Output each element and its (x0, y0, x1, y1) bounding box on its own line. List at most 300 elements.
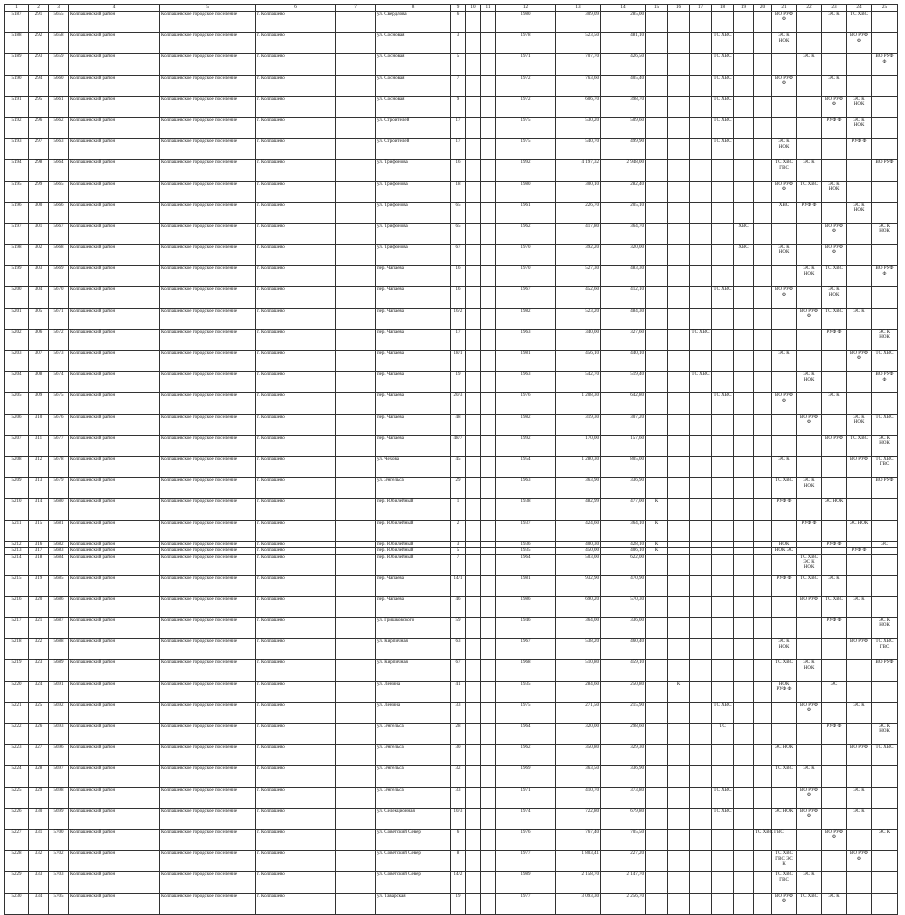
table-cell: 20/3 (451, 393, 466, 414)
table-cell: ВО РУФ (872, 478, 898, 499)
table-cell: 527,30 (556, 266, 601, 287)
table-cell (668, 414, 690, 435)
table-cell: ул. Свердлова (376, 12, 451, 33)
table-cell (690, 618, 712, 639)
table-cell: ул. Сосновая (376, 54, 451, 75)
table-cell: 18/1 (451, 351, 466, 372)
table-cell (668, 575, 690, 596)
table-cell: 5192 (5, 117, 29, 138)
table-cell: 470,90 (601, 575, 646, 596)
table-cell: Колпашевское городское поселение (160, 414, 256, 435)
table-cell: 5207 (5, 435, 29, 456)
table-cell: ЭС К (822, 893, 847, 914)
table-cell: ХВС (734, 223, 754, 244)
table-cell (872, 393, 898, 414)
column-header: 23 (822, 5, 847, 12)
table-cell: ТС ХВС (847, 435, 872, 456)
table-cell (797, 724, 822, 745)
table-cell: 327,60 (601, 329, 646, 350)
table-cell (797, 117, 822, 138)
table-cell (872, 12, 898, 33)
table-cell: 5662 (49, 117, 69, 138)
table-cell: ул. Энгельса (376, 745, 451, 766)
table-cell: 5700 (49, 829, 69, 850)
table-cell (668, 329, 690, 350)
table-cell: 364,00 (556, 618, 601, 639)
table-cell (734, 54, 754, 75)
table-cell (466, 308, 481, 329)
housing-registry-table (4, 4, 898, 915)
table-body (5, 12, 898, 915)
table-cell (772, 554, 797, 575)
table-cell (481, 499, 496, 520)
table-cell (822, 372, 847, 393)
table-cell: г. Колпашево (256, 787, 336, 808)
table-cell: ул. Трифонова (376, 181, 451, 202)
table-row (5, 96, 898, 117)
table-cell: 5187 (5, 12, 29, 33)
table-cell (872, 202, 898, 223)
table-cell (336, 787, 376, 808)
table-cell (690, 893, 712, 914)
table-cell: 805,00 (601, 456, 646, 477)
table-cell: 570,30 (601, 596, 646, 617)
table-cell (668, 372, 690, 393)
table-cell (847, 54, 872, 75)
table-cell (712, 766, 734, 787)
table-cell (336, 702, 376, 723)
table-cell: пер. Чапаева (376, 287, 451, 308)
table-cell: Колпашевский район (69, 435, 160, 456)
table-cell (466, 245, 481, 266)
table-cell (481, 660, 496, 681)
table-cell: г. Колпашево (256, 456, 336, 477)
table-cell (754, 618, 772, 639)
table-cell (336, 308, 376, 329)
table-cell: пер. Чапаева (376, 266, 451, 287)
table-cell (822, 639, 847, 660)
table-cell: 3 (451, 33, 466, 54)
table-cell: ТС ХВС (712, 139, 734, 160)
table-cell (772, 372, 797, 393)
table-cell: 307 (29, 351, 49, 372)
table-cell (646, 139, 668, 160)
table-cell (772, 702, 797, 723)
table-cell: 1971 (496, 787, 556, 808)
table-cell (668, 393, 690, 414)
table-cell (668, 287, 690, 308)
table-cell (797, 618, 822, 639)
table-cell: 329 (29, 787, 49, 808)
table-cell: пер. Юбилейный (376, 541, 451, 547)
table-cell (481, 520, 496, 541)
table-row (5, 329, 898, 350)
table-cell: 5678 (49, 456, 69, 477)
table-cell: 48 (451, 414, 466, 435)
table-cell (336, 202, 376, 223)
table-cell: ВО РУФ Ф (772, 393, 797, 414)
table-cell: Колпашевский район (69, 872, 160, 893)
table-cell (822, 702, 847, 723)
column-number-header (5, 5, 898, 12)
table-cell: ЭС К (822, 75, 847, 96)
table-cell (646, 575, 668, 596)
table-cell (754, 766, 772, 787)
table-cell (481, 12, 496, 33)
table-cell (712, 223, 734, 244)
table-cell: 5229 (5, 872, 29, 893)
table-cell: пер. Чапаева (376, 435, 451, 456)
table-cell (336, 75, 376, 96)
column-header: 20 (754, 5, 772, 12)
table-cell (772, 96, 797, 117)
table-cell: 1986 (496, 596, 556, 617)
table-cell: 5677 (49, 435, 69, 456)
table-cell (668, 478, 690, 499)
table-cell (712, 12, 734, 33)
table-cell: ЭС К (822, 575, 847, 596)
table-cell: 1980 (496, 181, 556, 202)
table-cell (481, 308, 496, 329)
table-cell: 484,30 (601, 308, 646, 329)
table-cell: 32 (451, 766, 466, 787)
table-cell (712, 435, 734, 456)
table-cell: 690,20 (556, 596, 601, 617)
table-cell (466, 724, 481, 745)
table-cell: 1962 (496, 223, 556, 244)
table-cell: пер. Чапаева (376, 308, 451, 329)
table-cell: 297 (29, 139, 49, 160)
table-cell: 1 803,41 (556, 851, 601, 872)
table-cell: 499,90 (601, 139, 646, 160)
table-cell: 405,40 (601, 75, 646, 96)
table-cell: ЭС К НОК (847, 202, 872, 223)
table-cell (646, 435, 668, 456)
table-cell: 1981 (496, 351, 556, 372)
table-cell (690, 787, 712, 808)
table-cell (822, 766, 847, 787)
table-cell: Колпашевское городское поселение (160, 33, 256, 54)
table-cell: РУФ Ф (822, 541, 847, 547)
column-header: 19 (734, 5, 754, 12)
table-cell (336, 456, 376, 477)
table-cell (847, 766, 872, 787)
table-cell (734, 702, 754, 723)
table-cell (754, 117, 772, 138)
table-cell: 722,80 (556, 808, 601, 829)
table-cell: Колпашевское городское поселение (160, 554, 256, 575)
table-cell (466, 787, 481, 808)
table-cell (690, 245, 712, 266)
table-cell: 298 (29, 160, 49, 181)
table-cell (822, 520, 847, 541)
table-cell (481, 851, 496, 872)
table-cell: ТС ХВС ГВС (754, 829, 772, 850)
table-cell: ТС ХВС (712, 808, 734, 829)
table-cell (690, 12, 712, 33)
table-cell (712, 851, 734, 872)
table-cell: 5685 (49, 575, 69, 596)
table-cell (668, 181, 690, 202)
table-cell (336, 435, 376, 456)
table-cell: 340,00 (556, 329, 601, 350)
table-cell: 1977 (496, 851, 556, 872)
table-cell: 450,00 (556, 548, 601, 554)
table-cell: 319,30 (556, 414, 601, 435)
table-cell (336, 829, 376, 850)
table-cell: Колпашевский район (69, 893, 160, 914)
table-row (5, 245, 898, 266)
table-cell (797, 12, 822, 33)
table-cell (646, 266, 668, 287)
table-cell: ул. Строителей (376, 139, 451, 160)
table-cell: 320,00 (556, 724, 601, 745)
table-cell: ЭС К НОК (797, 372, 822, 393)
table-cell (734, 618, 754, 639)
table-cell (646, 456, 668, 477)
table-cell: 319 (29, 575, 49, 596)
table-cell: Колпашевский район (69, 393, 160, 414)
column-header: 17 (690, 5, 712, 12)
table-cell: г. Колпашево (256, 829, 336, 850)
table-cell (466, 287, 481, 308)
table-cell: 460,40 (601, 639, 646, 660)
table-cell (466, 766, 481, 787)
table-cell (772, 117, 797, 138)
table-cell: Колпашевский район (69, 351, 160, 372)
table-cell: РУФ Ф (797, 520, 822, 541)
table-cell: ВО РУФ (847, 456, 872, 477)
table-cell: 1972 (496, 75, 556, 96)
table-cell: ЭС К НОК (772, 245, 797, 266)
table-cell: 5199 (5, 266, 29, 287)
table-cell (336, 223, 376, 244)
table-cell (466, 575, 481, 596)
table-cell: 327 (29, 745, 49, 766)
table-cell: Колпашевский район (69, 541, 160, 547)
table-cell (466, 456, 481, 477)
table-cell: Колпашевское городское поселение (160, 393, 256, 414)
table-cell (754, 266, 772, 287)
column-header: 25 (872, 5, 898, 12)
table-cell: 282,40 (601, 181, 646, 202)
table-cell: 5666 (49, 202, 69, 223)
table-cell: Колпашевский район (69, 329, 160, 350)
table-cell (466, 829, 481, 850)
table-cell (754, 181, 772, 202)
table-cell: Колпашевское городское поселение (160, 54, 256, 75)
table-cell: РУФ Ф (822, 117, 847, 138)
table-cell (772, 618, 797, 639)
table-row (5, 266, 898, 287)
table-cell: ТС ХВС ГВС (772, 872, 797, 893)
table-cell: 291 (29, 12, 49, 33)
table-cell: ТС ХВС (772, 766, 797, 787)
column-header: 5 (160, 5, 256, 12)
table-cell: ТС ХВС (822, 266, 847, 287)
table-row (5, 117, 898, 138)
table-cell (872, 287, 898, 308)
table-cell: ЭС К НОК (847, 117, 872, 138)
table-cell: 1989 (496, 872, 556, 893)
column-header: 15 (646, 5, 668, 12)
table-cell (754, 287, 772, 308)
table-cell: ЭС К НОК (872, 435, 898, 456)
table-cell: г. Колпашево (256, 660, 336, 681)
table-cell: ВО РУФ (872, 160, 898, 181)
table-cell: ВО РУФ (822, 435, 847, 456)
table-row (5, 787, 898, 808)
table-cell: ЭС К (847, 808, 872, 829)
table-cell (847, 660, 872, 681)
table-cell (712, 554, 734, 575)
table-cell: 707,70 (556, 54, 601, 75)
table-cell (336, 596, 376, 617)
table-cell (734, 787, 754, 808)
table-cell (668, 12, 690, 33)
table-cell (754, 245, 772, 266)
table-cell: 59 (451, 618, 466, 639)
table-cell: г. Колпашево (256, 575, 336, 596)
table-cell (481, 223, 496, 244)
table-cell: г. Колпашево (256, 499, 336, 520)
table-cell: 503,00 (556, 554, 601, 575)
table-cell (690, 456, 712, 477)
table-cell (466, 75, 481, 96)
table-row (5, 766, 898, 787)
table-cell: 1 280,30 (556, 456, 601, 477)
table-cell: ЭС (822, 681, 847, 702)
table-cell: 363,90 (556, 478, 601, 499)
table-cell (481, 414, 496, 435)
table-cell: пер. Юбилейный (376, 520, 451, 541)
table-cell: 5691 (49, 681, 69, 702)
table-cell: Колпашевский район (69, 478, 160, 499)
table-cell: ТС ХВС ГВС (872, 456, 898, 477)
table-cell (466, 223, 481, 244)
table-row (5, 872, 898, 893)
table-cell: ВО РУФ Ф (872, 54, 898, 75)
table-row (5, 456, 898, 477)
table-cell (668, 520, 690, 541)
table-cell (712, 202, 734, 223)
table-cell: Колпашевское городское поселение (160, 808, 256, 829)
table-cell (822, 33, 847, 54)
table-cell: 1982 (496, 308, 556, 329)
table-cell: 307,20 (601, 414, 646, 435)
table-cell (668, 596, 690, 617)
table-cell: 19 (451, 893, 466, 914)
table-cell: 452,60 (556, 287, 601, 308)
table-cell (690, 266, 712, 287)
table-cell (668, 829, 690, 850)
table-cell (466, 745, 481, 766)
table-cell (668, 639, 690, 660)
table-row (5, 414, 898, 435)
table-cell: Колпашевский район (69, 75, 160, 96)
table-cell: 406,10 (601, 548, 646, 554)
table-cell (712, 745, 734, 766)
table-cell (712, 660, 734, 681)
table-cell: ВО РУФ Ф (797, 808, 822, 829)
table-cell: ТС ХВС ГВС (872, 639, 898, 660)
table-cell: ТС ХВС (712, 117, 734, 138)
table-cell (712, 245, 734, 266)
table-cell: 705,50 (601, 829, 646, 850)
table-cell (646, 787, 668, 808)
table-cell (336, 745, 376, 766)
table-cell: ВО РУФ (872, 660, 898, 681)
table-cell: г. Колпашево (256, 351, 336, 372)
table-cell: 5198 (5, 245, 29, 266)
table-cell: Колпашевское городское поселение (160, 702, 256, 723)
table-cell: 5194 (5, 160, 29, 181)
table-cell (481, 202, 496, 223)
table-cell: 336,90 (601, 766, 646, 787)
table-cell: ЭС К НОК (822, 181, 847, 202)
table-cell: 5676 (49, 414, 69, 435)
table-cell (797, 351, 822, 372)
table-cell: 1963 (496, 329, 556, 350)
table-cell (847, 181, 872, 202)
table-cell (754, 554, 772, 575)
table-cell (847, 266, 872, 287)
table-cell (754, 414, 772, 435)
table-cell: 33 (451, 702, 466, 723)
table-cell (481, 245, 496, 266)
table-cell: 322 (29, 639, 49, 660)
table-cell: 1970 (496, 266, 556, 287)
table-cell (668, 351, 690, 372)
table-cell: 481,10 (601, 33, 646, 54)
table-cell (872, 520, 898, 541)
table-cell: ЭС К (797, 766, 822, 787)
table-cell (466, 478, 481, 499)
table-cell (712, 596, 734, 617)
table-cell (847, 893, 872, 914)
column-header: 12 (496, 5, 556, 12)
table-cell: 1935 (496, 548, 556, 554)
column-header: 22 (797, 5, 822, 12)
table-cell: Колпашевское городское поселение (160, 787, 256, 808)
table-cell (734, 872, 754, 893)
table-cell (754, 520, 772, 541)
table-cell (754, 456, 772, 477)
table-row (5, 223, 898, 244)
table-cell: ЭС К (872, 829, 898, 850)
table-row (5, 596, 898, 617)
table-cell: 373,80 (601, 787, 646, 808)
table-cell (712, 872, 734, 893)
table-cell: Колпашевское городское поселение (160, 266, 256, 287)
table-cell: 5686 (49, 596, 69, 617)
table-cell: Колпашевский район (69, 681, 160, 702)
table-cell: Колпашевский район (69, 596, 160, 617)
table-cell: 400,30 (556, 541, 601, 547)
table-cell (754, 851, 772, 872)
table-cell (481, 329, 496, 350)
table-cell (847, 478, 872, 499)
table-cell (797, 681, 822, 702)
table-cell: Колпашевский район (69, 829, 160, 850)
table-cell: ТС (712, 724, 734, 745)
table-cell: г. Колпашево (256, 808, 336, 829)
table-cell: РУФ Ф (822, 329, 847, 350)
table-cell: 318 (29, 554, 49, 575)
table-cell (797, 435, 822, 456)
table-cell (734, 829, 754, 850)
table-cell: 398,70 (601, 96, 646, 117)
